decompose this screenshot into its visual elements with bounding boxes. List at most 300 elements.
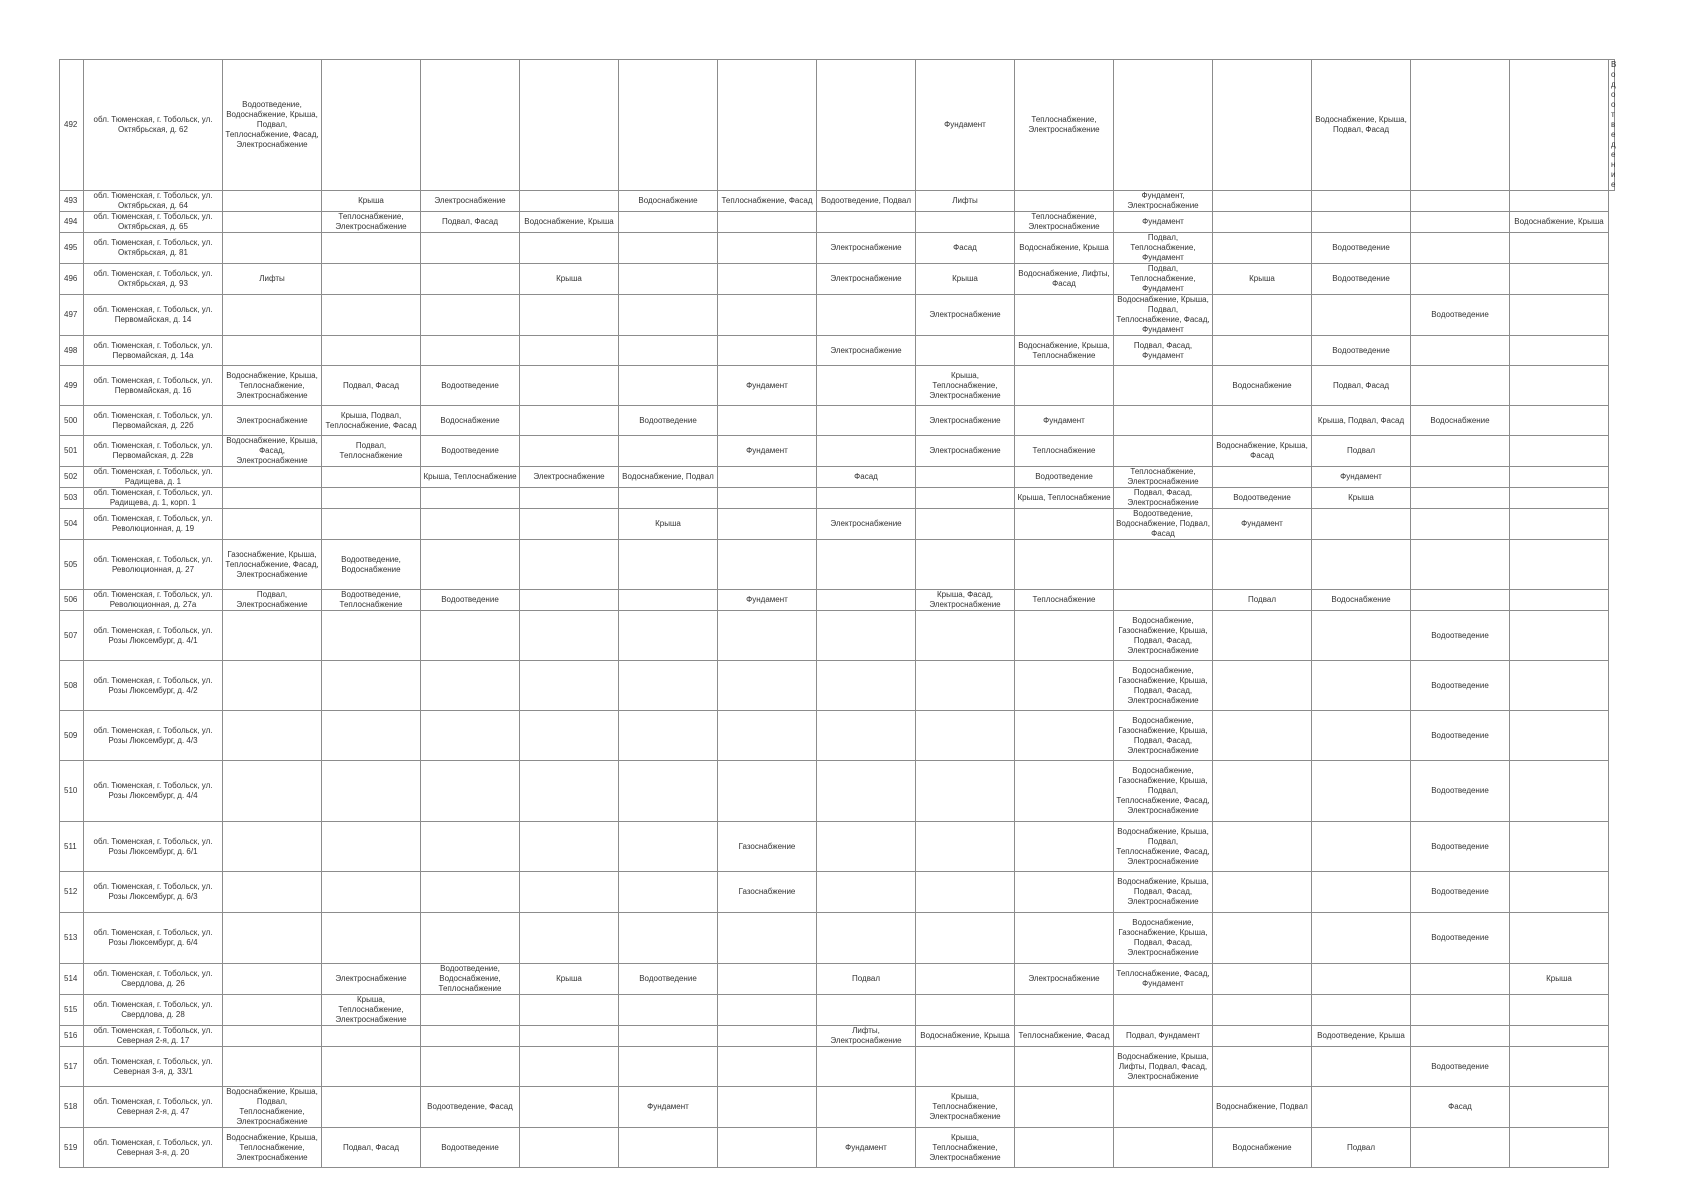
works-cell — [223, 761, 322, 822]
works-cell — [1312, 711, 1411, 761]
works-cell — [421, 872, 520, 913]
works-cell — [916, 661, 1015, 711]
works-cell — [1312, 540, 1411, 590]
works-cell — [619, 661, 718, 711]
row-number-cell: 507 — [60, 611, 84, 661]
works-cell: Водоснабжение — [1411, 406, 1510, 436]
works-cell — [1213, 336, 1312, 366]
works-cell: Электроснабжение — [916, 406, 1015, 436]
works-cell — [1312, 995, 1411, 1026]
works-cell — [1015, 366, 1114, 406]
works-cell — [1510, 191, 1609, 212]
works-cell — [1411, 964, 1510, 995]
row-number-cell: 519 — [60, 1128, 84, 1168]
address-cell: обл. Тюменская, г. Тобольск, ул. Октябрьская, д. 62 — [84, 60, 223, 191]
works-cell — [421, 1047, 520, 1087]
works-cell: Водоснабжение, Крыша, Теплоснабжение, Электроснабжение — [223, 366, 322, 406]
works-cell — [1213, 822, 1312, 872]
works-cell: Водоотведение — [1312, 336, 1411, 366]
works-cell: Подвал, Теплоснабжение — [322, 436, 421, 467]
works-cell: Лифты — [916, 191, 1015, 212]
works-cell — [1510, 1026, 1609, 1047]
works-cell: Крыша — [619, 509, 718, 540]
works-cell — [1411, 488, 1510, 509]
works-cell — [1411, 264, 1510, 295]
works-cell — [718, 1026, 817, 1047]
works-cell: Водоотведение — [1411, 913, 1510, 964]
works-cell: Водоснабжение, Крыша, Подвал, Теплоснабжение, Электроснабжение — [223, 1087, 322, 1128]
works-cell: Электроснабжение — [916, 295, 1015, 336]
address-cell: обл. Тюменская, г. Тобольск, ул. Радищева, д. 1, корп. 1 — [84, 488, 223, 509]
works-cell — [817, 661, 916, 711]
works-cell: Электроснабжение — [817, 509, 916, 540]
works-cell: Фасад — [817, 467, 916, 488]
works-cell — [817, 711, 916, 761]
works-table-sheet — [59, 59, 1615, 1168]
works-cell — [1510, 264, 1609, 295]
table-row — [60, 540, 1615, 590]
row-number-cell: 494 — [60, 212, 84, 233]
address-cell: обл. Тюменская, г. Тобольск, ул. Розы Люксембург, д. 6/3 — [84, 872, 223, 913]
works-cell — [1114, 995, 1213, 1026]
works-cell — [520, 1026, 619, 1047]
works-cell: Фундамент — [1114, 212, 1213, 233]
works-cell — [718, 406, 817, 436]
works-cell: Водоотведение — [421, 1128, 520, 1168]
works-cell — [619, 336, 718, 366]
works-cell — [421, 60, 520, 191]
works-cell: Подвал, Фасад, Фундамент — [1114, 336, 1213, 366]
works-cell: Водоснабжение — [1312, 590, 1411, 611]
address-cell: обл. Тюменская, г. Тобольск, ул. Розы Люксембург, д. 4/1 — [84, 611, 223, 661]
works-cell: Водоотведение, Водоснабжение — [322, 540, 421, 590]
works-cell — [520, 295, 619, 336]
works-cell — [421, 711, 520, 761]
works-cell — [916, 488, 1015, 509]
works-cell: Фундамент — [1213, 509, 1312, 540]
address-cell: обл. Тюменская, г. Тобольск, ул. Октябрьская, д. 93 — [84, 264, 223, 295]
table-row — [60, 233, 1615, 264]
works-cell — [817, 60, 916, 191]
works-cell — [520, 872, 619, 913]
works-cell — [1114, 406, 1213, 436]
works-cell — [520, 913, 619, 964]
works-cell — [1510, 822, 1609, 872]
works-cell: Водоснабжение, Подвал — [619, 467, 718, 488]
works-cell: Подвал — [1213, 590, 1312, 611]
works-cell — [1510, 295, 1609, 336]
works-cell: Электроснабжение — [223, 406, 322, 436]
works-cell — [1015, 711, 1114, 761]
row-number-cell: 499 — [60, 366, 84, 406]
works-cell: Водоотведение — [1411, 295, 1510, 336]
works-cell — [1312, 1087, 1411, 1128]
works-cell: Электроснабжение — [520, 467, 619, 488]
table-row — [60, 913, 1615, 964]
works-cell — [520, 761, 619, 822]
works-cell — [1213, 295, 1312, 336]
works-cell — [817, 611, 916, 661]
works-cell — [718, 711, 817, 761]
works-cell: Подвал — [817, 964, 916, 995]
works-cell — [1411, 233, 1510, 264]
works-cell — [1510, 60, 1609, 191]
works-cell: Водоотведение, Подвал — [817, 191, 916, 212]
works-cell — [1411, 336, 1510, 366]
works-cell — [1015, 995, 1114, 1026]
works-cell — [1411, 191, 1510, 212]
works-cell — [322, 822, 421, 872]
works-cell: Водоотведение — [421, 366, 520, 406]
address-cell: обл. Тюменская, г. Тобольск, ул. Революционная, д. 27 — [84, 540, 223, 590]
works-cell: Водоснабжение, Газоснабжение, Крыша, Подвал, Фасад, Электроснабжение — [1114, 913, 1213, 964]
works-cell — [619, 590, 718, 611]
works-table — [59, 59, 1615, 1168]
works-cell — [1411, 509, 1510, 540]
table-row — [60, 60, 1615, 191]
works-cell — [1510, 590, 1609, 611]
works-cell — [1213, 1026, 1312, 1047]
works-cell — [619, 611, 718, 661]
works-cell — [1312, 212, 1411, 233]
table-row — [60, 191, 1615, 212]
table-row — [60, 467, 1615, 488]
address-cell: обл. Тюменская, г. Тобольск, ул. Октябрьская, д. 81 — [84, 233, 223, 264]
works-cell — [1114, 366, 1213, 406]
works-cell — [817, 488, 916, 509]
works-cell — [520, 509, 619, 540]
works-cell — [1213, 761, 1312, 822]
works-cell — [1510, 336, 1609, 366]
works-cell — [619, 436, 718, 467]
works-cell — [1213, 191, 1312, 212]
works-cell: Водоотведение — [1213, 488, 1312, 509]
table-row — [60, 661, 1615, 711]
works-cell — [1510, 436, 1609, 467]
works-cell: Водоснабжение — [619, 191, 718, 212]
works-cell — [916, 761, 1015, 822]
works-cell — [1510, 233, 1609, 264]
works-cell: Фундамент — [718, 436, 817, 467]
works-cell — [817, 366, 916, 406]
table-row — [60, 436, 1615, 467]
address-cell: обл. Тюменская, г. Тобольск, ул. Розы Люксембург, д. 4/3 — [84, 711, 223, 761]
table-row — [60, 509, 1615, 540]
works-cell: Подвал — [1312, 1128, 1411, 1168]
works-cell — [520, 1087, 619, 1128]
works-cell: Теплоснабжение — [1015, 590, 1114, 611]
works-cell — [1411, 212, 1510, 233]
works-cell — [1312, 761, 1411, 822]
works-cell: Водоснабжение, Газоснабжение, Крыша, Подвал, Фасад, Электроснабжение — [1114, 611, 1213, 661]
works-cell — [421, 233, 520, 264]
works-cell: Крыша, Подвал, Фасад — [1312, 406, 1411, 436]
works-cell — [817, 590, 916, 611]
works-cell — [817, 295, 916, 336]
works-cell: Крыша, Теплоснабжение — [1015, 488, 1114, 509]
works-cell — [223, 711, 322, 761]
row-number-cell: 509 — [60, 711, 84, 761]
works-cell — [520, 611, 619, 661]
works-cell — [520, 406, 619, 436]
works-cell: Подвал, Фасад — [421, 212, 520, 233]
works-cell — [718, 964, 817, 995]
works-cell — [520, 540, 619, 590]
works-cell — [1510, 467, 1609, 488]
works-cell — [1411, 590, 1510, 611]
works-cell — [421, 540, 520, 590]
works-cell: Водоотведение, Крыша — [1312, 1026, 1411, 1047]
table-row — [60, 264, 1615, 295]
works-cell — [1510, 995, 1609, 1026]
works-cell — [520, 711, 619, 761]
works-cell — [223, 488, 322, 509]
works-cell: Фундамент, Электроснабжение — [1114, 191, 1213, 212]
works-cell — [916, 509, 1015, 540]
works-cell: Водоотведение — [619, 964, 718, 995]
table-row — [60, 366, 1615, 406]
works-cell: Электроснабжение — [916, 436, 1015, 467]
works-cell: Крыша, Фасад, Электроснабжение — [916, 590, 1015, 611]
works-cell — [322, 509, 421, 540]
works-cell — [1510, 872, 1609, 913]
works-cell: Теплоснабжение, Фасад, Фундамент — [1114, 964, 1213, 995]
table-row — [60, 295, 1615, 336]
row-number-cell: 500 — [60, 406, 84, 436]
works-cell — [718, 761, 817, 822]
works-cell: Газоснабжение — [718, 822, 817, 872]
works-cell: Газоснабжение, Крыша, Теплоснабжение, Фасад, Электроснабжение — [223, 540, 322, 590]
works-cell: Крыша — [916, 264, 1015, 295]
works-cell — [1312, 872, 1411, 913]
works-cell — [223, 661, 322, 711]
row-number-cell: 511 — [60, 822, 84, 872]
works-cell: Подвал, Фасад, Электроснабжение — [1114, 488, 1213, 509]
works-cell — [1213, 406, 1312, 436]
works-cell: Водоснабжение, Газоснабжение, Крыша, Подвал, Фасад, Электроснабжение — [1114, 711, 1213, 761]
works-cell: Крыша, Теплоснабжение, Электроснабжение — [916, 366, 1015, 406]
works-cell: Электроснабжение — [1015, 964, 1114, 995]
address-cell: обл. Тюменская, г. Тобольск, ул. Розы Люксембург, д. 4/4 — [84, 761, 223, 822]
works-cell — [421, 295, 520, 336]
works-cell — [1015, 1047, 1114, 1087]
works-cell — [619, 711, 718, 761]
works-cell — [1411, 1026, 1510, 1047]
address-cell: обл. Тюменская, г. Тобольск, ул. Радищева, д. 1 — [84, 467, 223, 488]
works-cell: Водоснабжение, Крыша, Подвал, Фасад, Электроснабжение — [1114, 872, 1213, 913]
works-cell — [520, 60, 619, 191]
row-number-cell: 504 — [60, 509, 84, 540]
works-cell: Крыша, Теплоснабжение — [421, 467, 520, 488]
works-cell — [1114, 540, 1213, 590]
works-table-body — [60, 60, 1615, 1168]
works-cell — [916, 964, 1015, 995]
works-cell: Водоотведение — [619, 406, 718, 436]
works-cell: Фундамент — [916, 60, 1015, 191]
works-cell — [223, 1026, 322, 1047]
works-cell — [1015, 540, 1114, 590]
works-cell — [619, 822, 718, 872]
works-cell — [619, 1047, 718, 1087]
row-number-cell: 515 — [60, 995, 84, 1026]
works-cell: Водоснабжение, Подвал — [1213, 1087, 1312, 1128]
works-cell: Крыша, Теплоснабжение, Электроснабжение — [322, 995, 421, 1026]
works-cell — [1411, 540, 1510, 590]
works-cell — [322, 711, 421, 761]
address-cell: обл. Тюменская, г. Тобольск, ул. Первомайская, д. 16 — [84, 366, 223, 406]
works-cell — [916, 540, 1015, 590]
works-cell: Фундамент — [1015, 406, 1114, 436]
works-cell — [1411, 366, 1510, 406]
works-cell — [1411, 436, 1510, 467]
works-cell: Лифты, Электроснабжение — [817, 1026, 916, 1047]
works-cell — [718, 1128, 817, 1168]
works-cell — [817, 872, 916, 913]
address-cell: обл. Тюменская, г. Тобольск, ул. Первомайская, д. 14а — [84, 336, 223, 366]
works-cell: Электроснабжение — [322, 964, 421, 995]
works-cell: Крыша — [520, 264, 619, 295]
works-cell — [223, 995, 322, 1026]
works-cell — [619, 995, 718, 1026]
works-cell — [718, 295, 817, 336]
works-cell: Водоснабжение, Крыша, Подвал, Фасад — [1312, 60, 1411, 191]
table-row — [60, 1047, 1615, 1087]
works-cell — [1114, 60, 1213, 191]
row-number-cell: 510 — [60, 761, 84, 822]
works-cell: Подвал, Электроснабжение — [223, 590, 322, 611]
works-cell — [916, 872, 1015, 913]
works-cell — [421, 661, 520, 711]
works-cell — [1510, 1087, 1609, 1128]
address-cell: обл. Тюменская, г. Тобольск, ул. Революционная, д. 27а — [84, 590, 223, 611]
works-cell — [1114, 436, 1213, 467]
works-cell — [817, 540, 916, 590]
works-cell — [1213, 661, 1312, 711]
works-cell — [322, 233, 421, 264]
works-cell — [421, 336, 520, 366]
works-cell — [520, 366, 619, 406]
works-cell — [1510, 661, 1609, 711]
works-cell: Электроснабжение — [817, 264, 916, 295]
works-cell — [1114, 590, 1213, 611]
works-cell — [916, 1047, 1015, 1087]
works-cell — [718, 336, 817, 366]
works-cell — [322, 1047, 421, 1087]
works-cell — [817, 1087, 916, 1128]
works-cell — [619, 913, 718, 964]
works-cell — [1015, 913, 1114, 964]
works-cell: Фундамент — [817, 1128, 916, 1168]
works-cell — [1015, 1128, 1114, 1168]
works-cell — [718, 264, 817, 295]
works-cell — [718, 540, 817, 590]
works-cell: Теплоснабжение, Электроснабжение — [1114, 467, 1213, 488]
works-cell — [322, 295, 421, 336]
works-cell: Водоотведение — [1411, 872, 1510, 913]
works-cell — [619, 872, 718, 913]
works-cell: Крыша, Теплоснабжение, Электроснабжение — [916, 1128, 1015, 1168]
works-cell — [1213, 1047, 1312, 1087]
works-cell — [817, 761, 916, 822]
works-cell — [1510, 509, 1609, 540]
works-cell: Фундамент — [718, 590, 817, 611]
table-row — [60, 964, 1615, 995]
works-cell: Теплоснабжение, Фасад — [718, 191, 817, 212]
works-cell — [817, 436, 916, 467]
works-cell: Теплоснабжение — [1015, 436, 1114, 467]
works-cell: Водоснабжение, Крыша, Фасад — [1213, 436, 1312, 467]
row-number-cell: 518 — [60, 1087, 84, 1128]
works-cell — [1411, 467, 1510, 488]
works-cell — [718, 212, 817, 233]
works-cell: Водоотведение — [1411, 1047, 1510, 1087]
row-number-cell: 513 — [60, 913, 84, 964]
works-cell: Водоотведение — [1411, 761, 1510, 822]
address-cell: обл. Тюменская, г. Тобольск, ул. Свердлова, д. 28 — [84, 995, 223, 1026]
works-cell: Водоотведение, Водоснабжение, Теплоснабжение — [421, 964, 520, 995]
works-cell: Водоснабжение, Крыша, Подвал, Теплоснабжение, Фасад, Фундамент — [1114, 295, 1213, 336]
works-cell: Водоснабжение, Крыша — [520, 212, 619, 233]
works-cell — [718, 913, 817, 964]
works-cell — [421, 488, 520, 509]
works-cell — [1411, 60, 1510, 191]
works-cell: Крыша — [1510, 964, 1609, 995]
works-cell: Водоотведение — [1312, 264, 1411, 295]
works-cell — [520, 1128, 619, 1168]
works-cell — [1015, 761, 1114, 822]
works-cell: Теплоснабжение, Фасад — [1015, 1026, 1114, 1047]
table-row — [60, 761, 1615, 822]
works-cell — [1015, 872, 1114, 913]
address-cell: обл. Тюменская, г. Тобольск, ул. Первомайская, д. 14 — [84, 295, 223, 336]
works-cell: Водоотведение — [421, 436, 520, 467]
works-cell — [817, 1047, 916, 1087]
address-cell: обл. Тюменская, г. Тобольск, ул. Первомайская, д. 22в — [84, 436, 223, 467]
works-cell — [1213, 872, 1312, 913]
works-cell: Теплоснабжение, Электроснабжение — [1015, 212, 1114, 233]
row-number-cell: 498 — [60, 336, 84, 366]
works-cell — [1015, 611, 1114, 661]
works-cell — [322, 661, 421, 711]
works-cell: Водоотведение — [1411, 661, 1510, 711]
works-cell — [817, 212, 916, 233]
works-cell: Крыша — [1213, 264, 1312, 295]
works-cell — [1213, 467, 1312, 488]
works-cell: Крыша, Теплоснабжение, Электроснабжение — [916, 1087, 1015, 1128]
works-cell — [421, 822, 520, 872]
works-cell — [322, 264, 421, 295]
works-cell — [223, 611, 322, 661]
works-cell — [619, 366, 718, 406]
row-number-cell: 503 — [60, 488, 84, 509]
works-cell: Водоснабжение, Крыша, Фасад, Электроснабжение — [223, 436, 322, 467]
works-cell — [1213, 60, 1312, 191]
works-cell — [1015, 661, 1114, 711]
works-cell — [718, 509, 817, 540]
works-cell: Водоснабжение — [1213, 366, 1312, 406]
works-cell — [1312, 822, 1411, 872]
works-cell: Подвал — [1312, 436, 1411, 467]
works-cell: Крыша — [1312, 488, 1411, 509]
works-cell — [322, 488, 421, 509]
works-cell — [817, 995, 916, 1026]
works-cell: Электроснабжение — [817, 336, 916, 366]
row-number-cell: 505 — [60, 540, 84, 590]
works-cell — [916, 611, 1015, 661]
works-cell — [1411, 1128, 1510, 1168]
row-number-cell: 493 — [60, 191, 84, 212]
works-cell — [322, 336, 421, 366]
